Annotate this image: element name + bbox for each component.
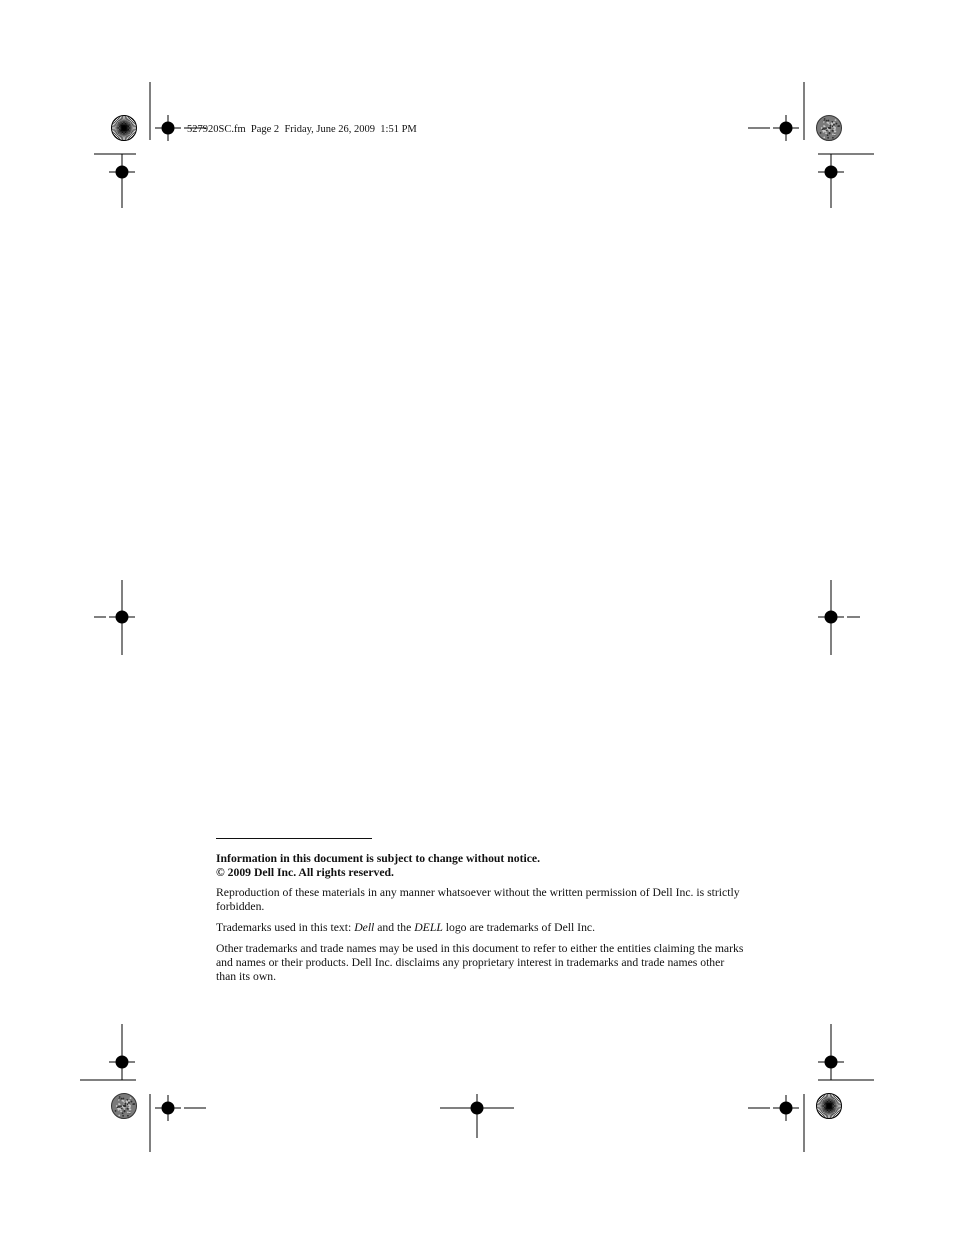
gray-patch-icon [817,116,842,141]
registration-target-icon [818,1049,844,1075]
registration-target-icon [109,604,135,630]
dell-logo-trademark: DELL [414,921,443,934]
legal-notice-block [216,838,746,991]
notice-heading [216,852,746,880]
starburst-icon [817,1094,842,1119]
registration-target-icon [109,1049,135,1075]
change-notice: Information in this document is subject to change without notice. [216,852,541,865]
trademarks-middle: and the [374,921,415,934]
registration-target-icon [818,159,844,185]
registration-target-icon [818,604,844,630]
dell-trademark: Dell [354,921,375,934]
trademarks-suffix: logo are trademarks of Dell Inc. [442,921,596,934]
other-trademarks-paragraph: Other trademarks and trade names may be used in this document to refer to either the entities claiming the marks and names or their products. Dell Inc. disclaims any proprietary interest in trademarks and trade names other than its own. [216,942,744,983]
registration-target-icon [109,159,135,185]
slug-time: 1:51 PM [380,124,417,135]
starburst-icon [112,116,137,141]
trademarks-paragraph [216,921,746,935]
reproduction-paragraph: Reproduction of these materials in any manner whatsoever without the written permission of Dell Inc. is strictly forbidden. [216,886,740,913]
slug-page: Page 2 [250,124,280,135]
slug-date: Friday, June 26, 2009 [284,124,376,135]
slug-file: 527920SC.fm [187,124,246,135]
gray-patch-icon [112,1094,137,1119]
registration-target-icon [773,1095,799,1121]
print-slug [187,123,417,136]
registration-target-icon [155,115,181,141]
footnote-rule [216,838,372,839]
copyright-line: © 2009 Dell Inc. All rights reserved. [216,866,394,879]
trademarks-prefix: Trademarks used in this text: [216,921,355,934]
registration-target-icon [773,115,799,141]
registration-target-icon [155,1095,181,1121]
